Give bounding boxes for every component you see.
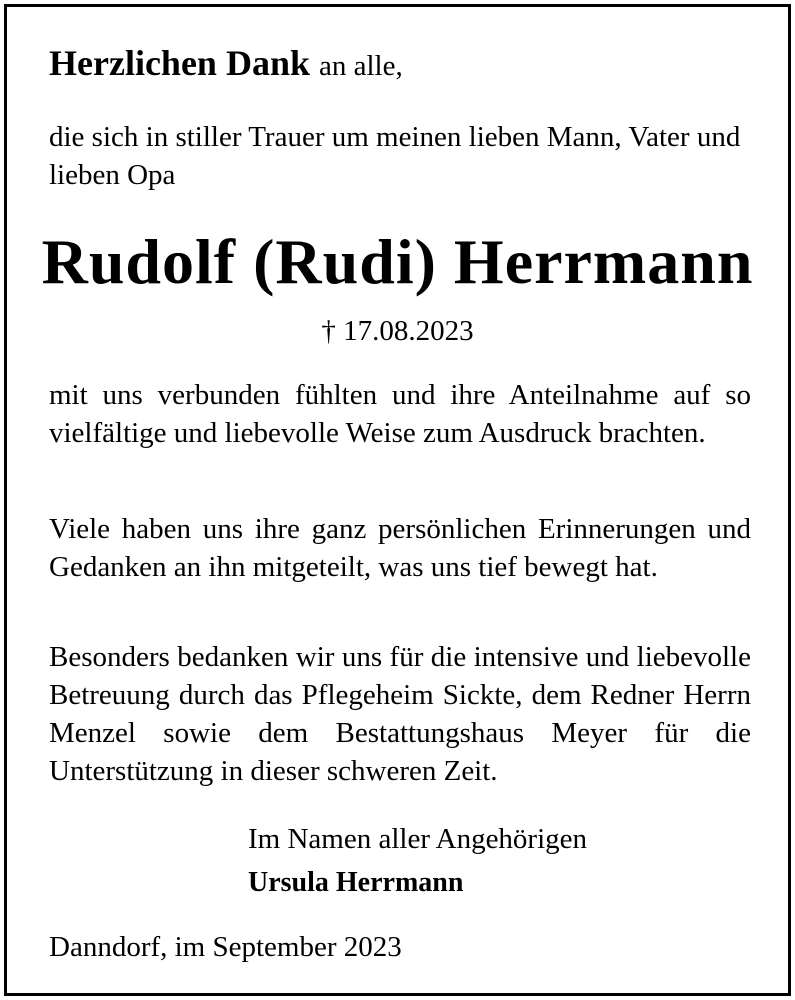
death-date: † 17.08.2023	[321, 315, 474, 347]
place-date: Danndorf, im September 2023	[49, 931, 402, 963]
headline	[49, 45, 403, 81]
notice-frame	[4, 4, 791, 996]
paragraph-3: Besonders bedanken wir uns für die intensive und liebevolle Betreuung durch das Pflegeheim Sickte, dem Redner Herrn Menzel sowie dem Bestattungshaus Meyer für die Unterstützung in dieser schweren Zeit.	[49, 641, 751, 787]
paragraph-1: mit uns verbunden fühlten und ihre Anteilnahme auf so vielfältige und liebevolle Weise zum Ausdruck brachten.	[49, 379, 751, 449]
intro-text: die sich in stiller Trauer um meinen lieben Mann, Vater und lieben Opa	[49, 121, 741, 191]
on-behalf-line: Im Namen aller Angehörigen	[248, 823, 588, 855]
deceased-name: Rudolf (Rudi) Herrmann	[41, 226, 754, 297]
paragraph-2: Viele haben uns ihre ganz persönlichen Erinnerungen und Gedanken an ihn mitgeteilt, was uns tief bewegt hat.	[49, 513, 751, 583]
headline-bold: Herzlichen Dank	[49, 43, 310, 83]
signatory-name: Ursula Herrmann	[248, 867, 464, 898]
headline-rest: an alle,	[318, 50, 403, 82]
